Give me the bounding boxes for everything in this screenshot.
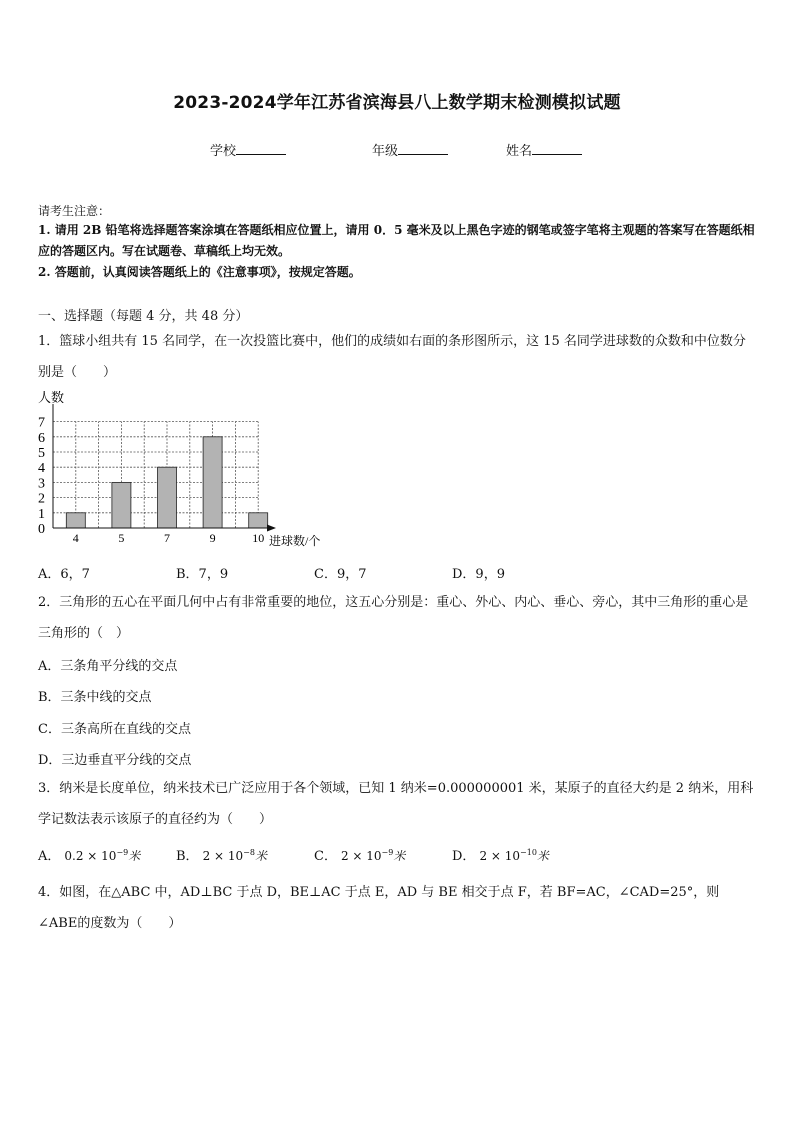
- y-axis-label: 人数: [38, 390, 65, 405]
- school-blank: [236, 142, 286, 155]
- bar-10: [249, 513, 268, 528]
- grade-field: [372, 140, 448, 159]
- question-4-text: 4．如图，在△ABC 中，AD⊥BC 于点 D，BE⊥AC 于点 E，AD 与 BE 相交于点 F，若 BF=AC，∠CAD=25°，则∠ABE的度数为（ ）: [38, 885, 720, 931]
- y-tick-label: 3: [38, 476, 45, 492]
- y-tick-label: 1: [38, 506, 45, 522]
- name-label: 姓名: [506, 144, 533, 159]
- grade-label: 年级: [372, 144, 399, 159]
- bar-5: [112, 482, 131, 528]
- x-tick-labels: [73, 531, 264, 545]
- x-tick-label: 9: [209, 531, 216, 545]
- bar-9: [203, 437, 222, 528]
- chart-grid: [53, 422, 258, 528]
- notice-item-1: 1. 请用 2B 铅笔将选择题答案涂填在答题纸相应位置上，请用 0．5 毫米及以上黑色字迹的钢笔或签字笔将主观题的答案写在答题纸相应的答题区内。写在试题卷、草稿纸上均无效。: [38, 223, 755, 258]
- question-3-text: 3．纳米是长度单位，纳米技术已广泛应用于各个领域，已知 1 纳米=0.000000001 米，某原子的直径大约是 2 纳米，用科学记数法表示该原子的直径约为（ ）: [38, 781, 754, 827]
- q3-option-b-exponent: −8: [243, 848, 255, 857]
- q1-option-c[interactable]: C．9，7: [314, 567, 367, 582]
- y-tick-label: 7: [38, 415, 45, 431]
- q3-option-b[interactable]: [176, 845, 267, 864]
- name-blank: [532, 142, 582, 155]
- question-1-text: 1．篮球小组共有 15 名同学，在一次投篮比赛中，他们的成绩如右面的条形图所示，这 15 名同学进球数的众数和中位数分别是（ ）: [38, 334, 746, 380]
- q3-option-c[interactable]: [314, 845, 405, 864]
- y-tick-label: 4: [38, 461, 45, 477]
- school-label: 学校: [210, 144, 237, 159]
- q3-option-a-unit: 米: [128, 849, 141, 863]
- question-2-text: 2．三角形的五心在平面几何中占有非常重要的地位，这五心分别是：重心、外心、内心、垂心、旁心，其中三角形的重心是三角形的（ ）: [38, 595, 749, 641]
- y-tick-labels: [38, 416, 45, 537]
- q1-option-a[interactable]: A．6，7: [38, 567, 90, 582]
- x-axis-label: 进球数/个: [269, 534, 321, 548]
- q3-option-c-exponent: −9: [381, 848, 394, 857]
- x-tick-label: 4: [72, 531, 79, 545]
- q1-option-b[interactable]: B．7，9: [176, 567, 229, 582]
- q3-option-b-letter: B．: [176, 849, 199, 864]
- q2-option-d[interactable]: D．三边垂直平分线的交点: [38, 753, 192, 768]
- q3-option-b-mantissa: 2 × 10: [202, 849, 244, 863]
- q3-option-a[interactable]: [38, 845, 140, 864]
- q3-option-a-exponent: −9: [116, 848, 129, 857]
- q3-option-b-unit: 米: [254, 849, 267, 863]
- y-tick-label: 5: [38, 446, 45, 461]
- y-tick-label: 2: [38, 491, 45, 507]
- q3-option-d-mantissa: 2 × 10: [479, 849, 521, 863]
- bar-7: [158, 467, 177, 528]
- bar-4: [66, 513, 85, 528]
- name-field: [506, 140, 582, 159]
- page-title: 2023-2024学年江苏省滨海县八上数学期末检测模拟试题: [173, 93, 621, 113]
- q2-option-b[interactable]: B．三条中线的交点: [38, 690, 152, 705]
- notice-item-2: 2. 答题前，认真阅读答题纸上的《注意事项》，按规定答题。: [38, 265, 361, 279]
- q3-option-d[interactable]: [452, 845, 549, 864]
- school-field: [210, 140, 286, 159]
- y-tick-label: 6: [38, 430, 45, 446]
- x-tick-label: 5: [118, 531, 125, 545]
- q1-option-d[interactable]: D．9，9: [452, 567, 505, 582]
- grade-blank: [398, 142, 448, 155]
- q3-option-a-letter: A．: [38, 849, 61, 864]
- x-axis-arrow: [267, 525, 276, 532]
- bar-chart: [36, 388, 336, 550]
- x-tick-label: 10: [252, 531, 265, 545]
- q2-option-c[interactable]: C．三条高所在直线的交点: [38, 722, 191, 737]
- section-heading: 一、选择题（每题 4 分，共 48 分）: [38, 309, 249, 324]
- q3-option-a-mantissa: 0.2 × 10: [64, 849, 117, 863]
- q3-option-c-unit: 米: [393, 849, 406, 863]
- q3-option-d-unit: 米: [536, 849, 549, 863]
- q3-option-d-exponent: −10: [520, 848, 537, 857]
- x-tick-label: 7: [164, 531, 170, 545]
- q3-option-c-letter: C．: [314, 849, 337, 864]
- q3-option-c-mantissa: 2 × 10: [340, 849, 382, 863]
- q3-option-d-letter: D．: [452, 849, 476, 864]
- q2-option-a[interactable]: A．三条角平分线的交点: [38, 659, 178, 674]
- notice-heading: 请考生注意：: [38, 204, 111, 218]
- y-tick-label: 0: [38, 522, 45, 537]
